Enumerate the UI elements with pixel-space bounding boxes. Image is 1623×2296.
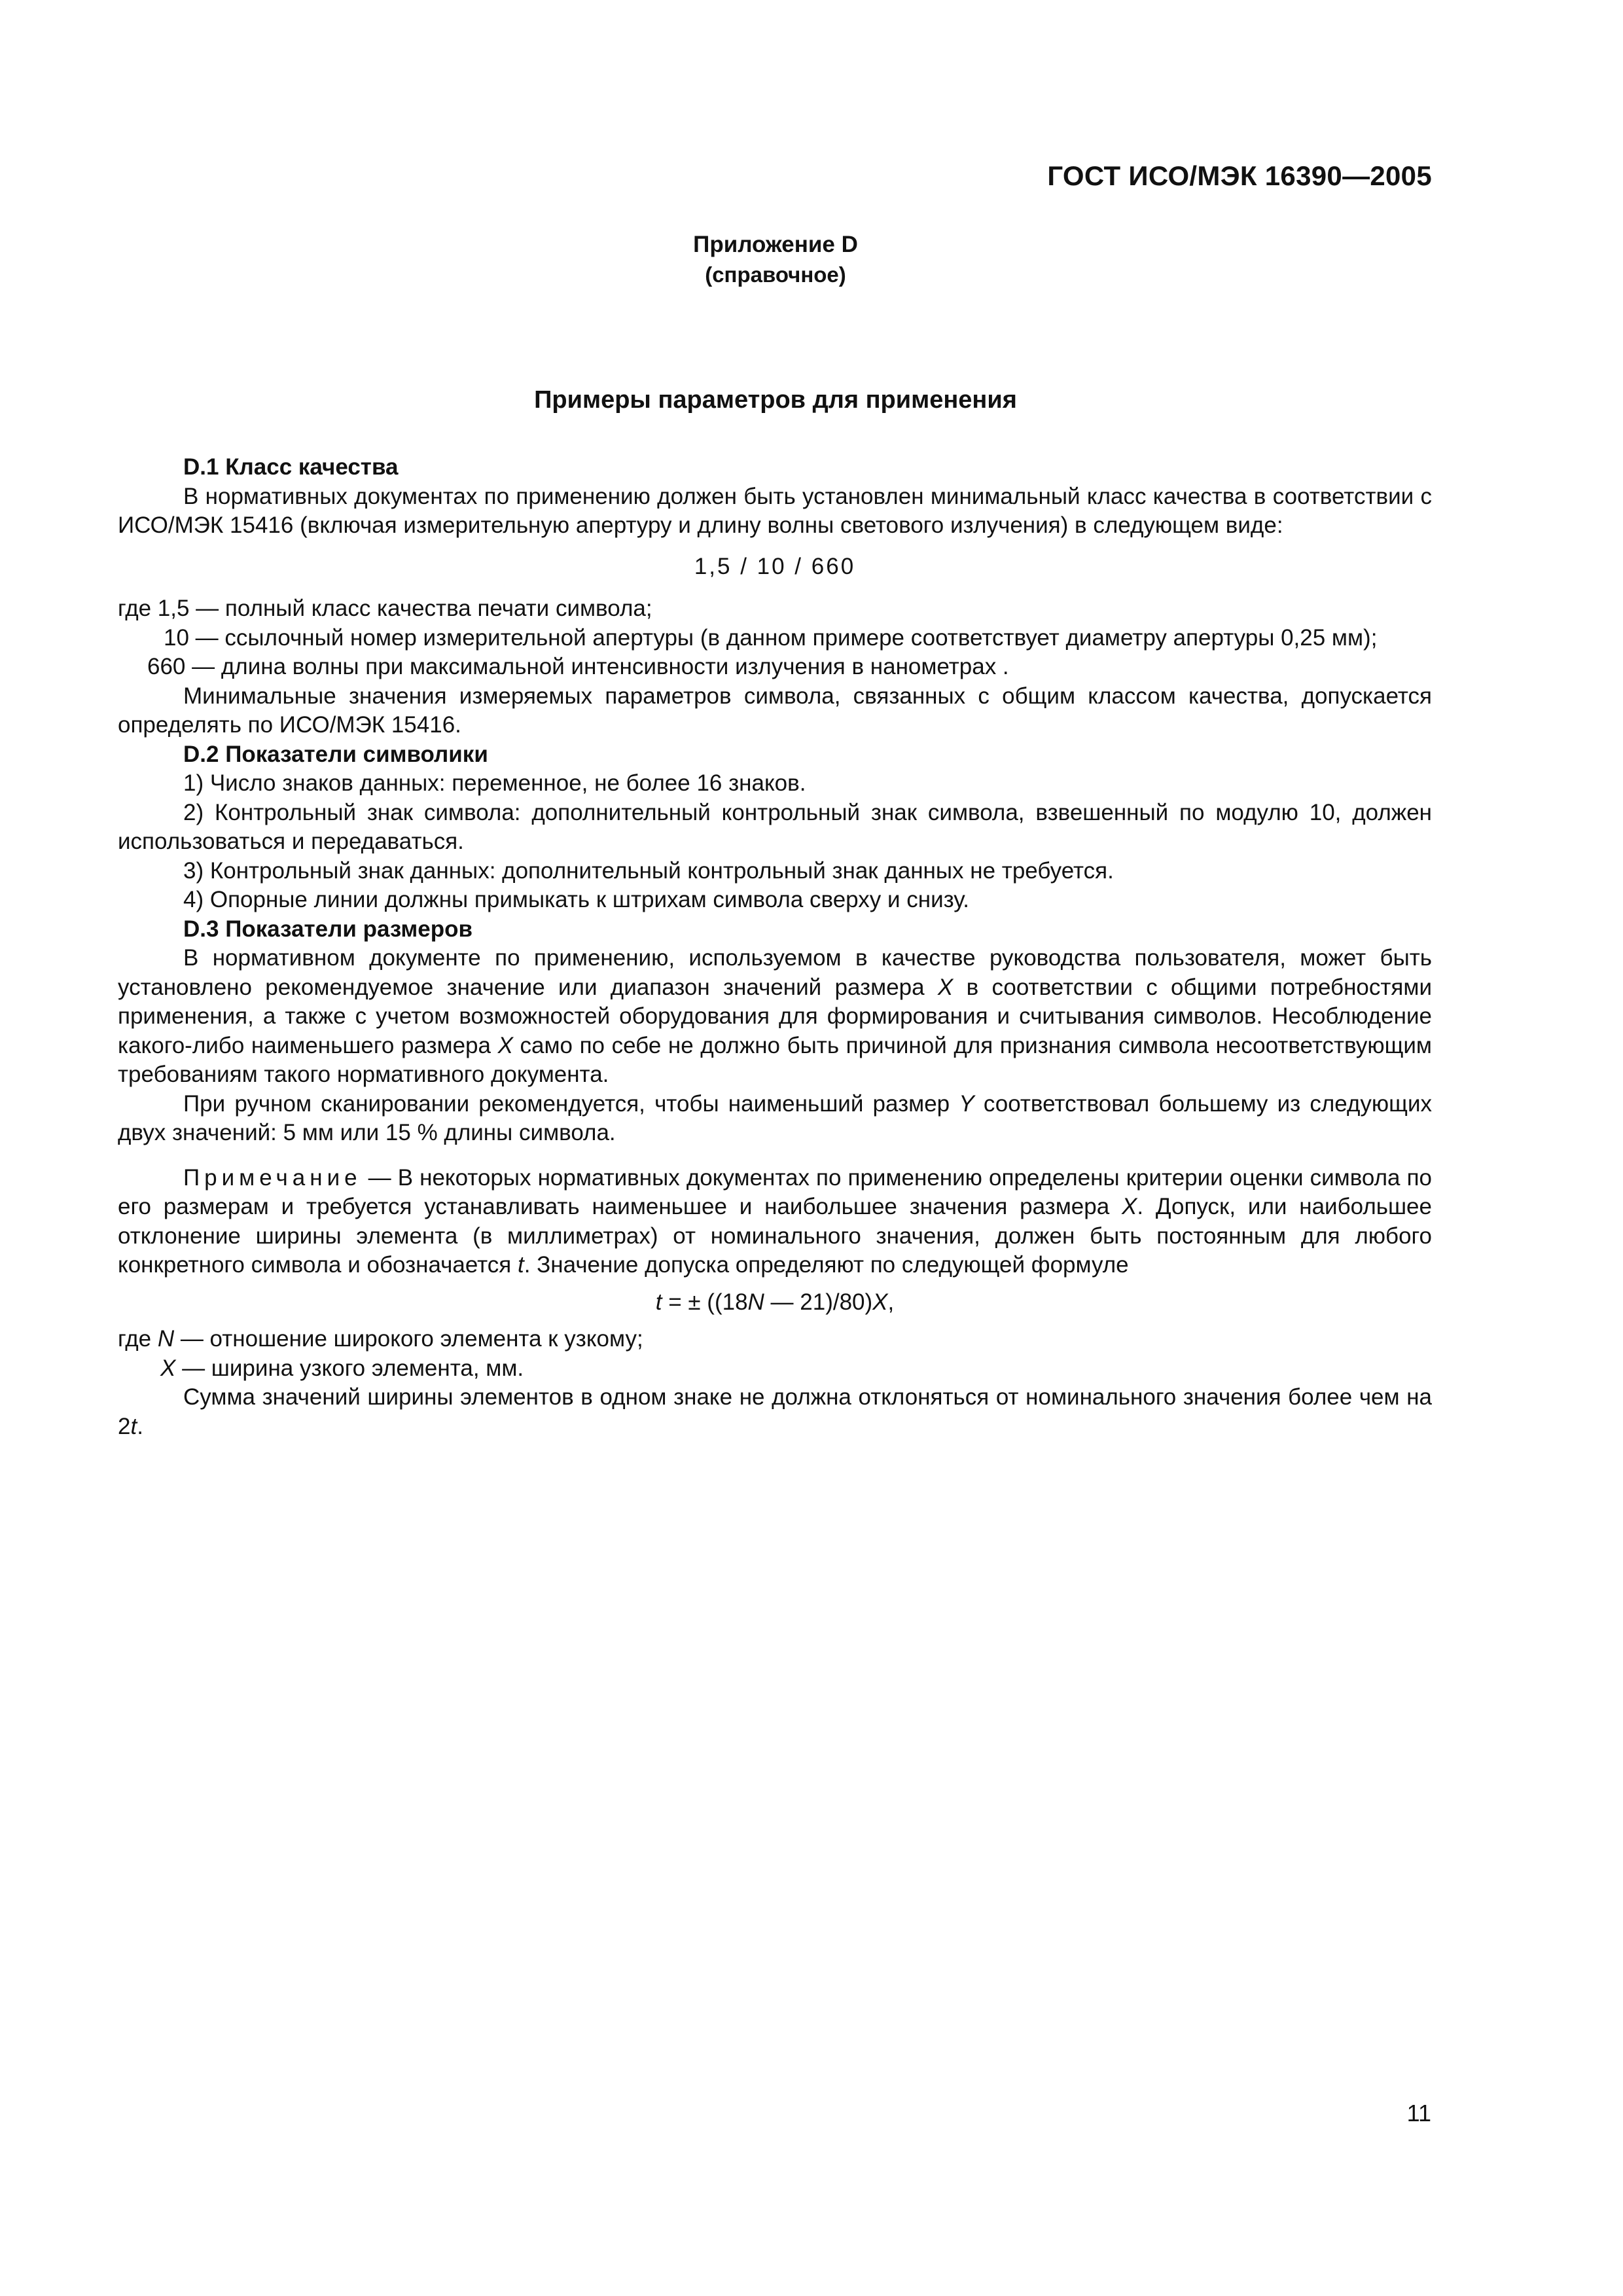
quality-grade-formula: 1,5 / 10 / 660 — [694, 553, 856, 579]
document-body — [118, 453, 1432, 1441]
section-d3-paragraph-2: При ручном сканировании рекомендуется, чтобы наименьший размер Y соответствовал большему из следующих двух значений: 5 мм или 15 % длины символа. — [118, 1090, 1432, 1145]
tolerance-formula: t = ± ((18N — 21)/80)X, — [655, 1289, 895, 1315]
standard-designation: ГОСТ ИСО/МЭК 16390—2005 — [1047, 160, 1432, 191]
list-item: 3) Контрольный знак данных: дополнительный контрольный знак данных не требуется. — [183, 857, 1114, 884]
list-item: 2) Контрольный знак символа: дополнительный контрольный знак символа, взвешенный по модулю 10, должен использоваться и передаваться. — [118, 799, 1432, 854]
note: Примечание — В некоторых нормативных документах по применению определены критерии оценки символа по его размерам и требуется устанавливать наименьшее и наибольшее значения размера X. Допуск, или наибольшее отклонение ширины элемента (в миллиметрах) от номинального значения, должен быть постоянным для любого конкретного символа и обозначается t. Значение допуска определяют по следующей формуле — [118, 1164, 1432, 1278]
page-number: 11 — [1406, 2100, 1431, 2126]
section-d1-paragraph: В нормативных документах по применению должен быть установлен минимальный класс качества в соответствии с ИСО/МЭК 15416 (включая измерительную апертуру и длину волны светового излучения) в следующем виде: — [118, 483, 1432, 538]
section-d2-heading: D.2 Показатели символики — [183, 741, 488, 767]
where-item-width: X — ширина узкого элемента, мм. — [160, 1355, 524, 1381]
where-item-aperture: 10 — ссылочный номер измерительной апертуры (в данном примере соответствует диаметру апертуры 0,25 мм); — [164, 624, 1378, 651]
where-item-grade: где 1,5 — полный класс качества печати символа; — [118, 596, 652, 621]
section-d3-heading: D.3 Показатели размеров — [183, 916, 473, 942]
where-item-wavelength: 660 — длина волны при максимальной интенсивности излучения в нанометрах . — [147, 654, 1009, 679]
section-d1-paragraph-2: Минимальные значения измеряемых параметров символа, связанных с общим классом качества, допускается определять по ИСО/МЭК 15416. — [118, 683, 1432, 738]
annex-heading — [0, 229, 1551, 289]
annex-title: Приложение D — [693, 232, 858, 257]
list-item: 1) Число знаков данных: переменное, не более 16 знаков. — [183, 770, 806, 796]
note-label: Примечание — [183, 1164, 362, 1191]
section-d3-paragraph: В нормативном документе по применению, используемом в качестве руководства пользователя, может быть установлено рекомендуемое значение или диапазон значений размера X в соответствии с общими потребностями применения, а также с учетом возможностей оборудования для формирования и считывания символов. Несоблюдение какого-либо наименьшего размера X само по себе не должно быть причиной для признания символа несоответствующим требованиям такого нормативного документа. — [118, 945, 1432, 1087]
where-item-ratio: где N — отношение широкого элемента к узкому; — [118, 1326, 643, 1352]
section-d1-heading: D.1 Класс качества — [183, 454, 399, 480]
page-title: Примеры параметров для применения — [534, 386, 1017, 414]
annex-status: (справочное) — [705, 262, 846, 287]
list-item: 4) Опорные линии должны примыкать к штрихам символа сверху и снизу. — [183, 887, 970, 912]
section-d3-paragraph-3: Сумма значений ширины элементов в одном знаке не должна отклоняться от номинального значения более чем на 2t. — [118, 1384, 1432, 1439]
